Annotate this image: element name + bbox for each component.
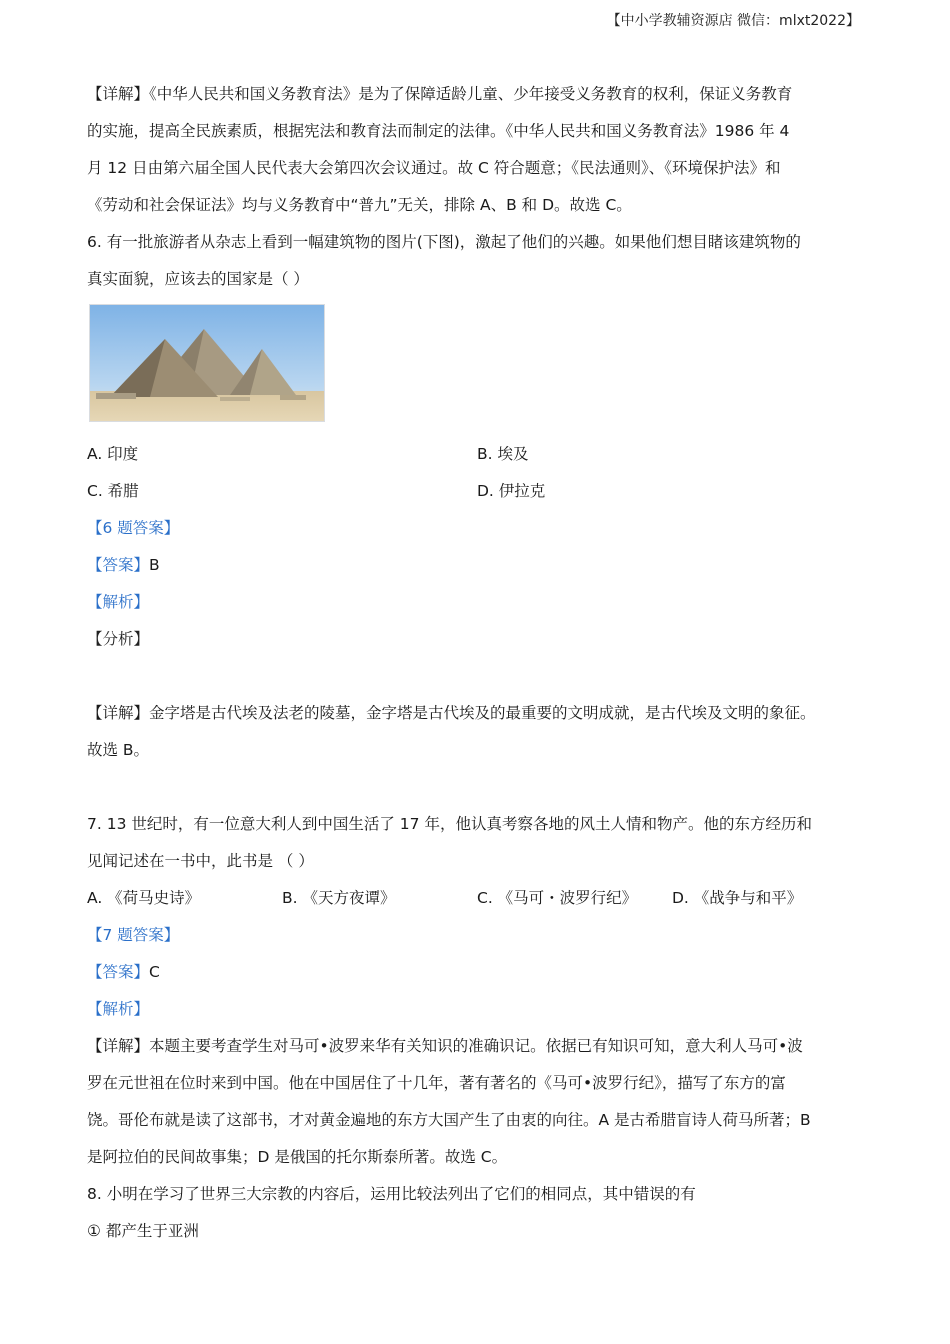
q7-option-d[interactable]: D. 《战争与和平》: [672, 889, 803, 907]
page-header: 【中小学教辅资源店 微信：mlxt2022】: [606, 13, 860, 29]
q7-analysis-tag: 【解析】: [87, 1000, 150, 1018]
q6-options-row: [87, 436, 877, 473]
q5-detail: [87, 76, 877, 224]
q7-detail-line: 是阿拉伯的民间故事集；D 是俄国的托尔斯泰所著。故选 C。: [87, 1148, 508, 1166]
answer-tag: 【答案】: [87, 556, 150, 574]
q7-answer-header: 【7 题答案】: [87, 926, 180, 944]
pyramid-image: [89, 304, 325, 422]
question-7: [87, 806, 877, 1176]
q7-answer-line: [87, 954, 877, 991]
q6-fenxi-tag: 【分析】: [87, 630, 150, 648]
q6-option-c[interactable]: C. 希腊: [87, 482, 139, 500]
q7-option-c[interactable]: C. 《马可・波罗行纪》: [477, 889, 638, 907]
q6-option-d[interactable]: D. 伊拉克: [477, 482, 546, 500]
q6-analysis-tag: 【解析】: [87, 593, 150, 611]
question-8: [87, 1176, 877, 1250]
q8-item-1: ① 都产生于亚洲: [87, 1222, 199, 1240]
pyramid-photo-icon: [90, 305, 324, 421]
q7-options-row: [87, 880, 877, 917]
q7-detail-line: 【详解】本题主要考查学生对马可•波罗来华有关知识的准确识记。依据已有知识可知，意大利人马可•波: [87, 1037, 803, 1055]
q7-option-a[interactable]: A. 《荷马史诗》: [87, 889, 201, 907]
q6-stem-line: 真实面貌，应该去的国家是（ ）: [87, 270, 309, 288]
q6-detail-line: 【详解】金字塔是古代埃及法老的陵墓，金字塔是古代埃及的最重要的文明成就，是古代埃及文明的象征。: [87, 704, 816, 722]
q5-detail-line: 月 12 日由第六届全国人民代表大会第四次会议通过。故 C 符合题意；《民法通则》、《环境保护法》和: [87, 159, 781, 177]
q8-stem: 8. 小明在学习了世界三大宗教的内容后，运用比较法列出了它们的相同点，其中错误的有: [87, 1185, 696, 1203]
document-body: [87, 76, 877, 1250]
q7-detail-line: 饶。哥伦布就是读了这部书，才对黄金遍地的东方大国产生了由衷的向往。A 是古希腊盲诗人荷马所著；B: [87, 1111, 811, 1129]
q5-detail-line: 【详解】《中华人民共和国义务教育法》是为了保障适龄儿童、少年接受义务教育的权利，保证义务教育: [87, 85, 793, 103]
q7-option-b[interactable]: B. 《天方夜谭》: [282, 889, 396, 907]
q7-stem-line: 见闻记述在一书中，此书是 （ ）: [87, 852, 314, 870]
q7-detail-line: 罗在元世祖在位时来到中国。他在中国居住了十几年，著有著名的《马可•波罗行纪》，描写了东方的富: [87, 1074, 786, 1092]
q6-answer-line: [87, 547, 877, 584]
q7-answer-value: C: [149, 963, 160, 981]
q6-options-row: [87, 473, 877, 510]
answer-tag: 【答案】: [87, 963, 150, 981]
q6-answer-header: 【6 题答案】: [87, 519, 180, 537]
q5-detail-line: 的实施，提高全民族素质，根据宪法和教育法而制定的法律。《中华人民共和国义务教育法》1986 年 4: [87, 122, 790, 140]
question-6: [87, 224, 877, 806]
q6-option-a[interactable]: A. 印度: [87, 445, 139, 463]
q6-option-b[interactable]: B. 埃及: [477, 445, 529, 463]
q6-answer-value: B: [149, 556, 160, 574]
q7-stem-line: 7. 13 世纪时，有一位意大利人到中国生活了 17 年，他认真考察各地的风土人情和物产。他的东方经历和: [87, 815, 812, 833]
q6-stem-line: 6. 有一批旅游者从杂志上看到一幅建筑物的图片(下图)，激起了他们的兴趣。如果他们想目睹该建筑物的: [87, 233, 801, 251]
q6-detail-line: 故选 B。: [87, 741, 150, 759]
q5-detail-line: 《劳动和社会保证法》均与义务教育中“普九”无关，排除 A、B 和 D。故选 C。: [87, 196, 632, 214]
